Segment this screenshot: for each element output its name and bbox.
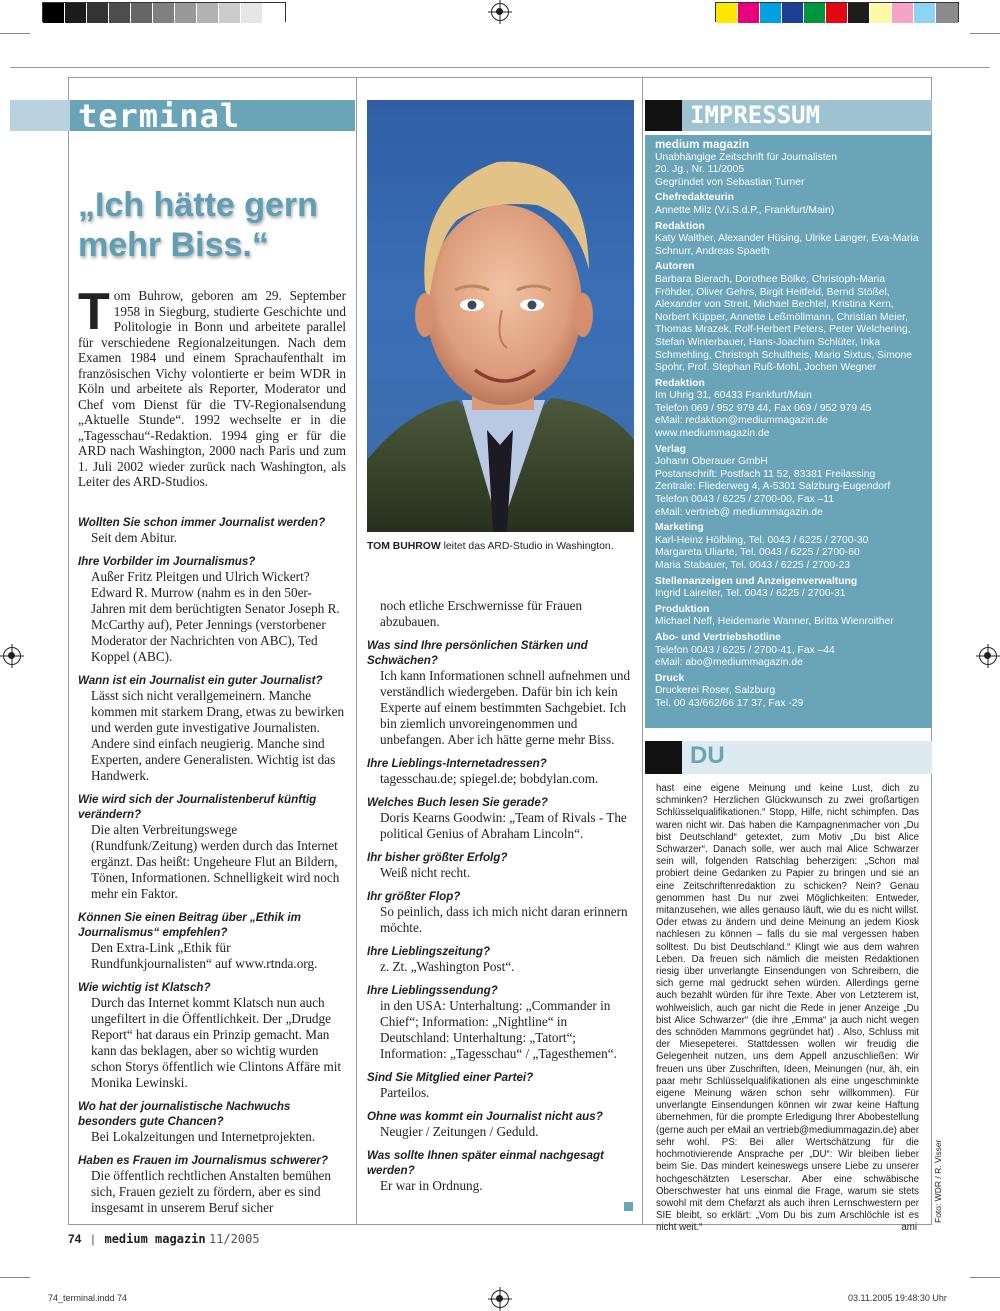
impressum-line: Druckerei Roser, Salzburg [655, 685, 776, 697]
impressum-heading: Redaktion [655, 377, 705, 389]
answer: So peinlich, dass ich mich nicht daran erinnern möchte. [380, 904, 628, 935]
impressum-line: Telefon 0043 / 6225 / 2700-41, Fax –44 [655, 644, 835, 656]
registration-mark-icon [491, 1290, 509, 1308]
question: Können Sie einen Beitrag über „Ethik im Journalismus“ empfehlen? [78, 911, 301, 939]
question: Wie wird sich der Journalistenberuf künftig verändern? [78, 793, 317, 821]
answer: Weiß nicht recht. [380, 865, 471, 880]
answer: Ich kann Informationen schnell aufnehmen und verständlich wiedergeben. Dafür bin ich kein Experte auf einem bestimmten Sachgebiet. Ich bin ziemlich unvoreingenommen und unbefangen. Aber ich hätte gerne mehr Biss. [380, 668, 631, 747]
impressum-line: Ingrid Laireiter, Tel. 0043 / 6225 / 2700-31 [655, 588, 846, 600]
answer: z. Zt. „Washington Post“. [380, 959, 515, 974]
impressum-line: Michael Neff, Heidemarie Wanner, Britta Wienroither [655, 616, 894, 628]
impressum-line: eMail: redaktion@mediummagazin.de [655, 415, 828, 427]
impressum-heading: Stellenanzeigen und Anzeigenverwaltung [655, 575, 858, 587]
impressum-line: Barbara Bierach, Dorothee Bölke, Christoph-Maria Fröhder, Oliver Gehrs, Birgit Heitfeld, Bernd Stößel, Alexander von Streit, Michael Bechtel, Kristina Kern, Norbert Küpper, Annette Leßmöllmann, Christian Meier, Thomas Mrazek, Rolf-Herbert Peters, Peter Welchering, Stefan Winterbauer, Hans-Joachim Schlüter, Inka Schmehling, Christoph Schultheis, Mario Sixtus, Simone Spohr, Prof. Stephan Ruß-Mohl, Jochen Wegner [655, 273, 912, 374]
crop-mark [970, 33, 1000, 34]
question: Wann ist ein Journalist ein guter Journalist? [78, 674, 323, 687]
du-banner [645, 741, 932, 774]
interview-column-2 [367, 598, 633, 1194]
issue-number: 11/2005 [208, 1232, 260, 1246]
question: Welches Buch lesen Sie gerade? [367, 796, 548, 809]
impressum-heading: Redaktion [655, 220, 705, 232]
impressum-heading: medium magazin [655, 138, 750, 151]
question: Wollten Sie schon immer Journalist werden? [78, 516, 326, 529]
impressum-heading: Produktion [655, 603, 710, 615]
impressum-line: Karl-Heinz Hölbling, Tel. 0043 / 6225 / 2700-30 [655, 534, 869, 546]
impressum-line: Margareta Uliarte, Tel. 0043 / 6225 / 2700-60 [655, 547, 860, 559]
answer: Seit dem Abitur. [91, 530, 178, 545]
question: Ihre Lieblingszeitung? [367, 945, 491, 958]
impressum-line: 20. Jg., Nr. 11/2005 [655, 164, 745, 176]
question: Wo hat der journalistische Nachwuchs besonders gute Chancen? [78, 1100, 291, 1128]
du-marker [645, 741, 682, 774]
impressum-line: eMail: abo@mediummagazin.de [655, 657, 803, 669]
du-signature: ami [901, 1222, 917, 1234]
magazine-name: medium magazin [104, 1232, 206, 1246]
intro-paragraph [78, 283, 346, 490]
photo-caption [367, 541, 614, 552]
drop-cap: T [78, 283, 110, 341]
impressum-box [645, 135, 932, 728]
impressum-heading: Druck [655, 672, 685, 684]
question: Ihr bisher größter Erfolg? [367, 851, 508, 864]
du-text [656, 783, 919, 1235]
photo-credit-text: Foto: WDR / R. Visser [933, 1139, 943, 1223]
answer: Die alten Verbreitungswege (Rundfunk/Zeitung) werden durch das Internet ergänzt. Das heißt: Ungeheure Flut an Bildern, Tönen, Informationen. Schnelligkeit wird noch mehr ein Faktor. [91, 822, 340, 901]
impressum-line: Im Uhrig 31, 60433 Frankfurt/Main [655, 390, 812, 402]
page-number: 74 [68, 1232, 82, 1246]
question: Wie wichtig ist Klatsch? [78, 981, 211, 994]
top-rule [10, 67, 990, 68]
question: Ihre Lieblings-Internetadressen? [367, 757, 547, 770]
impressum-heading: Verlag [655, 443, 686, 455]
impressum-line: Zentrale: Fliederweg 4, A-5301 Salzburg-Eugendorf [655, 481, 891, 493]
caption-text: leitet das ARD-Studio in Washington. [440, 541, 614, 552]
crop-mark [0, 1277, 30, 1278]
folio [68, 1232, 260, 1246]
answer: tagesschau.de; spiegel.de; bobdylan.com. [380, 771, 599, 786]
impressum-line: Johann Oberauer GmbH [655, 456, 768, 468]
impressum-line: Telefon 0043 / 6225 / 2700-00, Fax –11 [655, 494, 834, 506]
column-rule [642, 77, 643, 1225]
registration-mark-icon [979, 647, 997, 665]
du-title: DU [690, 742, 725, 769]
intro-text: om Buhrow, geboren am 29. September 1958 in Siegburg, studierte Geschichte und Politologie in Bonn und arbeitete parallel für verschiedene Regionalzeitungen. Nach dem Examen 1984 und einem Sprachaufenthalt im französischen Vichy volontierte er beim WDR in Köln und arbeitete als Reporter, Moderator und Chef vom Dienst für die TV-Regionalsendung „Aktuelle Stunde“. 1992 wechselte er in die „Tagesschau“-Redaktion. 1994 ging er für die ARD nach Washington, 2000 nach Paris und zum 1. Juli 2002 wieder zurück nach Washington, als Leiter des ARD-Studios. [78, 288, 346, 489]
end-mark [624, 1202, 633, 1211]
registration-mark-icon [3, 647, 21, 665]
impressum-heading: Marketing [655, 522, 704, 534]
impressum-line: eMail: vertrieb@ mediummagazin.de [655, 506, 823, 518]
impressum-line: Postanschrift: Postfach 11 52, 83381 Freilassing [655, 468, 876, 480]
impressum-line: Tel. 00 43/662/66 17 37, Fax -29 [655, 697, 804, 709]
article-headline: „Ich hätte gern mehr Biss.“ [78, 186, 318, 264]
column-rule [356, 77, 357, 1225]
impressum-marker [645, 100, 682, 131]
answer-continuation: noch etliche Erschwernisse für Frauen abzubauen. [380, 598, 583, 629]
impressum-line: www.mediummagazin.de [655, 428, 770, 440]
folio-separator: | [91, 1232, 95, 1246]
registration-mark-icon [491, 3, 509, 21]
crop-mark [970, 1277, 1000, 1278]
question: Ihre Vorbilder im Journalismus? [78, 555, 256, 568]
section-title: terminal [78, 97, 241, 135]
answer: Parteilos. [380, 1085, 430, 1100]
print-slug-file: 74_terminal.indd 74 [48, 1293, 128, 1303]
impressum-line: Maria Stabauer, Tel. 0043 / 6225 / 2700-23 [655, 560, 851, 571]
question: Sind Sie Mitglied einer Partei? [367, 1071, 534, 1084]
column-rule [68, 77, 69, 1225]
answer: Durch das Internet kommt Klatsch nun auch ungefiltert in die Öffentlichkeit. Der „Drudge Report“ hat daraus ein Prinzip gemacht. Man kann das beklagen, aber so wichtig wurden schon Storys öffentlich wie Clintons Affäre mit Monika Lewinski. [91, 995, 342, 1090]
answer: in den USA: Unterhaltung: „Commander in Chief“; Information: „Nightline“ in Deutschland: Unterhaltung: „Tatort“; Information: „Tagesschau“ / „Tagesthemen“. [380, 998, 617, 1061]
grayscale-calibration-strip [42, 2, 286, 22]
impressum-line: Unabhängige Zeitschrift für Journalisten [655, 151, 838, 163]
impressum-line: Gegründet von Sebastian Turner [655, 176, 805, 188]
answer: Bei Lokalzeitungen und Internetprojekten. [91, 1129, 316, 1144]
portrait-illustration [367, 100, 634, 532]
portrait-photo [367, 100, 634, 532]
question: Haben es Frauen im Journalismus schwerer? [78, 1154, 328, 1167]
question: Ohne was kommt ein Journalist nicht aus? [367, 1110, 603, 1123]
question: Ihre Lieblingssendung? [367, 984, 498, 997]
interview-column-1 [78, 515, 346, 1216]
answer: Außer Fritz Pleitgen und Ulrich Wickert? Edward R. Murrow (nahm es in den 50er-Jahren mit dem berüchtigten Senator Joseph R. McCarthy auf), Peter Jennings (verstorbener Moderator der Nachrichten von ABC), Ted Koppel (ABC). [91, 569, 340, 664]
answer: Neugier / Zeitungen / Geduld. [380, 1124, 539, 1139]
impressum-heading: Autoren [655, 261, 695, 273]
impressum-line: Annette Milz (V.i.S.d.P., Frankfurt/Main) [655, 204, 835, 216]
answer: Er war in Ordnung. [380, 1178, 483, 1193]
frame-top-rule [68, 77, 932, 78]
answer: Lässt sich nicht verallgemeinern. Manche kommen mit starkem Drang, etwas zu bewirken und werden gute investigative Journalisten. Andere sind einfach neugierig. Manche sind Experten, andere Generalisten. Wichtig ist das Handwerk. [91, 688, 345, 783]
impressum-line: Katy Walther, Alexander Hüsing, Ulrike Langer, Eva-Maria Schnurr, Andreas Spaeth [655, 233, 919, 257]
impressum-line: Telefon 069 / 952 979 44, Fax 069 / 952 979 45 [655, 402, 872, 414]
answer: Den Extra-Link „Ethik für Rundfunkjournalisten“ auf www.rtnda.org. [91, 940, 318, 971]
crop-mark [0, 33, 30, 34]
impressum-heading: Abo- und Vertriebshotline [655, 631, 781, 643]
caption-name: TOM BUHROW [367, 541, 441, 552]
color-calibration-strip [715, 2, 959, 22]
question: Was sollte Ihnen später einmal nachgesagt werden? [367, 1149, 604, 1177]
answer: Die öffentlich rechtlichen Anstalten bemühen sich, Frauen gezielt zu fördern, aber es sind insgesamt in unserem Beruf sicher [91, 1168, 331, 1215]
answer: Doris Kearns Goodwin: „Team of Rivals - The political Genius of Abraham Lincoln“. [380, 810, 627, 841]
impressum-heading: Chefredakteurin [655, 192, 734, 204]
print-slug-date: 03.11.2005 19:48:30 Uhr [848, 1293, 947, 1303]
question: Was sind Ihre persönlichen Stärken und Schwächen? [367, 639, 588, 667]
impressum-title: IMPRESSUM [690, 101, 821, 129]
du-paragraph: hast eine eigene Meinung und keine Lust, dich zu schminken? Herzlichen Glückwunsch zu zwei großartigen Schlüsselqualifikationen.“ Stopp, Hilfe, nicht schimpfen. Das waren nicht wir. Das haben die Kampagnenmacher von „Du bist Deutschland“ getextet, zum Motiv „Du bist Alice Schwarzer“. Danach solle, wer auch mal Alice Schwarzer sein will, folgenden Ratschlag beherzigen: „Schon mal probiert deine Gedanken zu Papier zu bringen und sie an eine Zeitschriftenredaktion zu schicken? Nein? Genau genommen hast Du nur zwei Möglichkeiten: Entweder, mitanzusehen, wie alles genauso läuft, wie du es nicht willst. Oder etwas zu ändern und deine Meinung an jedem Kiosk nachlesen zu können – falls du sie mal vergessen haben solltest. Du bist Deutschland.“ Klingt wie aus dem wahren Leben. Da freuen sich nämlich die meisten Redaktionen riesig über unverlangte Einsendungen von Schreibern, die sich gerne mal gedruckt sehen würden. Allerdings gerne auch bezahlt würden für ihre Texte. Aber von Letzterem ist, wohlweislich, auch gar nicht die Rede in jener Anzeige „Du bist Alice Schwarzer“ (die ihre „Emma“ ja auch nicht wegen des schnöden Mammons gegründet hat) . Also, Schluss mit der Miesepeterei. Stattdessen wollen wir freudig die Gelegenheit nutzen, uns dem Appell anzuschließen: Wir freuen uns über Zuschriften, Ideen, Meinungen (nur, äh, ein paar mehr Schlüsselqualifikationen als eine ungeschminkte eigene Meinung wären schon sehr willkommen). Für unverlangte Einsendungen können wir zwar keine Haftung übernehmen, für die prompte Erledigung Ihrer Abobestellung (gerne auch per eMail an vertrieb@mediummagazin.de) aber sehr wohl. PS: Bei aller Wertschätzung für die hochmotivierende Ansprache per „DU“: Wir bleiben lieber beim Sie. Das mindert keineswegs unsere Liebe zu unserer hochgeschätzten Leserschar. Aber eine schwäbische Oberschwester hat uns einmal die Frage, warum sie stets sowohl mit dem Chefarzt als auch ihren Lernschwestern per SIE bleibt, so erklärt: „Vom Du bis zum Arschlöchle ist es nicht weit.“ [656, 783, 919, 1234]
photo-credit [932, 1140, 944, 1224]
question: Ihr größter Flop? [367, 890, 461, 903]
